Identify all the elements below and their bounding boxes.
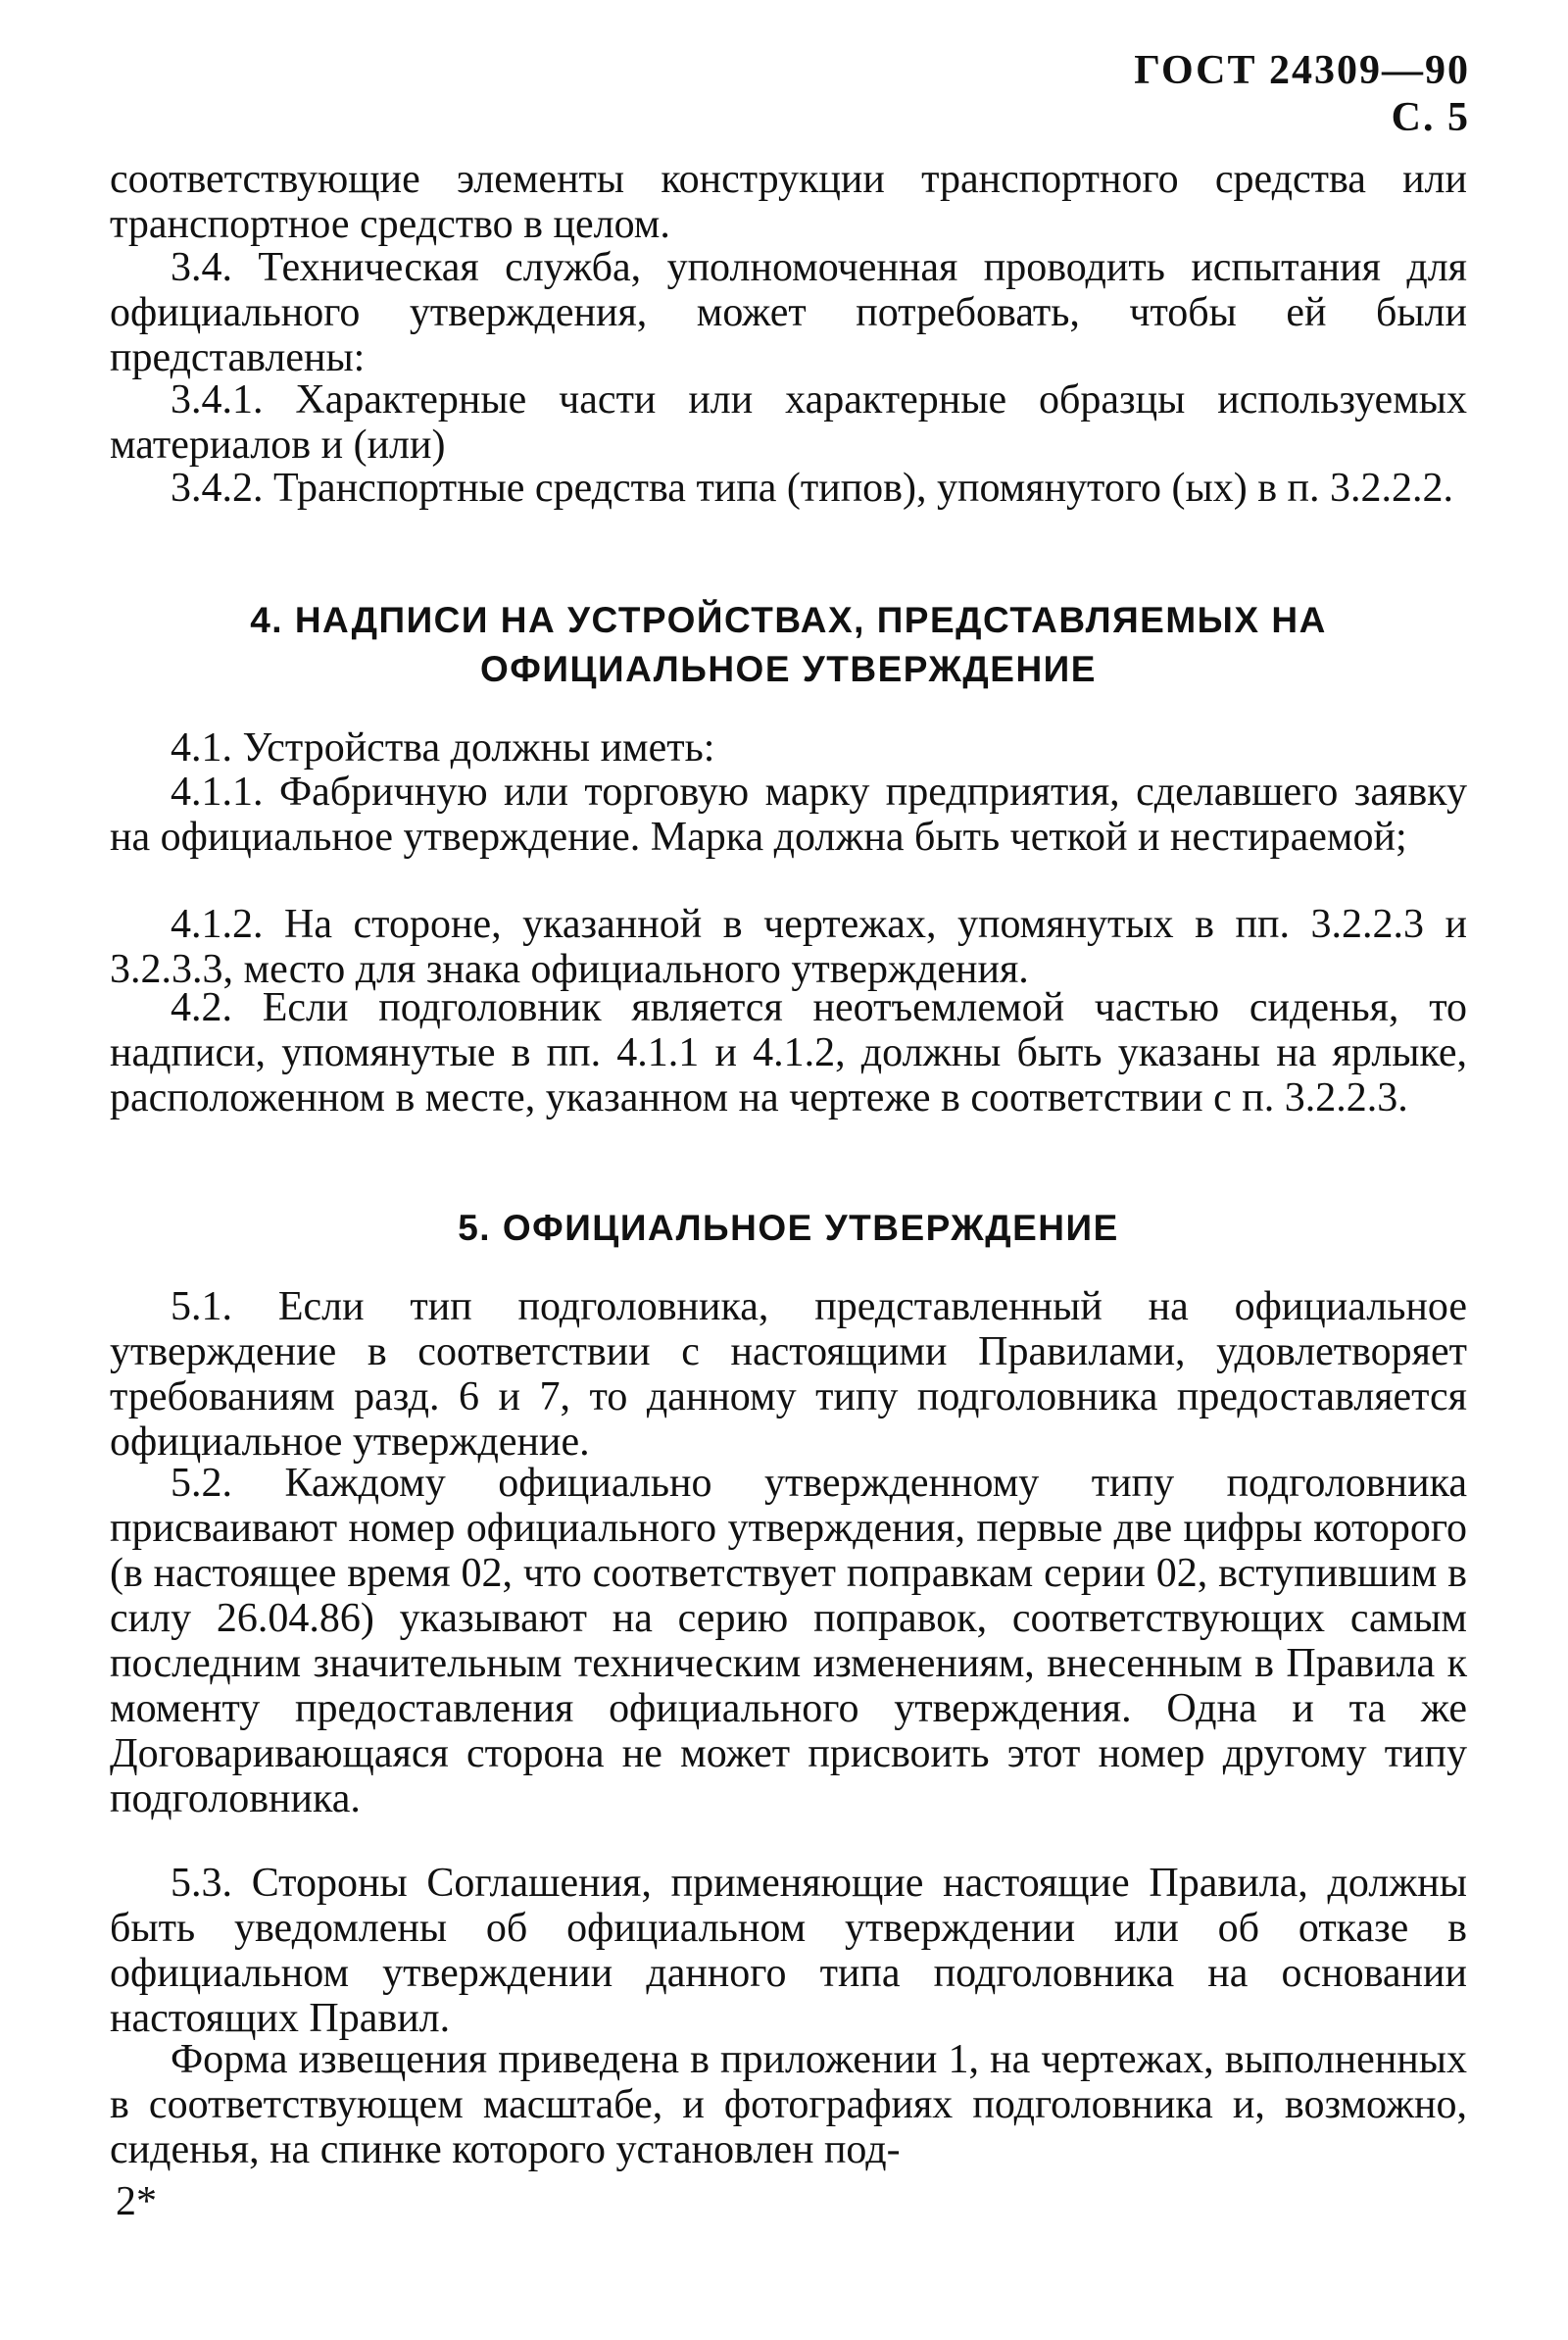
paragraph-3-4: 3.4. Техническая служба, уполномоченная проводить испытания для официального утверждения, может потребовать, чтобы ей были представлены: — [110, 245, 1467, 380]
paragraph-3-4-1: 3.4.1. Характерные части или характерные образцы используемых материалов и (или) — [110, 377, 1467, 468]
section-4-heading-line1: 4. НАДПИСИ НА УСТРОЙСТВАХ, ПРЕДСТАВЛЯЕМЫХ НА — [250, 600, 1327, 640]
paragraph-3-4-2: 3.4.2. Транспортные средства типа (типов), упомянутого (ых) в п. 3.2.2.2. — [171, 466, 1454, 511]
paragraph-4-1-1: 4.1.1. Фабричную или торговую марку предприятия, сделавшего заявку на официальное утверждение. Марка должна быть четкой и нестираемой; — [110, 770, 1467, 860]
page-signature-mark: 2* — [116, 2179, 157, 2224]
paragraph-4-1-2: 4.1.2. На стороне, указанной в чертежах, упомянутых в пп. 3.2.2.3 и 3.2.3.3, место для знака официального утверждения. — [110, 902, 1467, 992]
page-header: ГОСТ 24309—90 С. 5 — [1134, 48, 1470, 140]
paragraph-4-1: 4.1. Устройства должны иметь: — [171, 725, 715, 771]
paragraph-form-notice: Форма извещения приведена в приложении 1, на чертежах, выполненных в соответствующем масштабе, и фотографиях подголовника и, возможно, сиденья, на спинке которого установлен под- — [110, 2037, 1467, 2172]
paragraph-5-2: 5.2. Каждому официально утвержденному типу подголовника присваивают номер официального утверждения, первые две цифры которого (в настоящее время 02, что соответствует поправкам серии 02, вступившим в силу 26.04.86) указывают на серию поправок, соответствующих самым последним значительным техническим изменениям, внесенным в Правила к моменту предоставления официального утверждения. Одна и та же Договаривающаяся сторона не может присвоить этот номер другому типу подголовника. — [110, 1461, 1467, 1821]
paragraph-5-1: 5.1. Если тип подголовника, представленный на официальное утверждение в соответствии с настоящими Правилами, удовлетворяет требованиям разд. 6 и 7, то данному типу подголовника предоставляется официальное утверждение. — [110, 1284, 1467, 1465]
paragraph-5-3: 5.3. Стороны Соглашения, применяющие настоящие Правила, должны быть уведомлены об официальном утверждении или об отказе в официальном утверждении данного типа подголовника на основании настоящих Правил. — [110, 1861, 1467, 2041]
section-5-heading: 5. ОФИЦИАЛЬНОЕ УТВЕРЖДЕНИЕ — [458, 1208, 1119, 1248]
paragraph-continuation: соответствующие элементы конструкции транспортного средства или транспортное средство в целом. — [110, 157, 1467, 247]
section-4-heading-line2: ОФИЦИАЛЬНОЕ УТВЕРЖДЕНИЕ — [480, 649, 1097, 689]
paragraph-4-2: 4.2. Если подголовник является неотъемлемой частью сиденья, то надписи, упомянутые в пп. 4.1.1 и 4.1.2, должны быть указаны на ярлыке, расположенном в месте, указанном на чертеже в соответствии с п. 3.2.2.3. — [110, 985, 1467, 1120]
